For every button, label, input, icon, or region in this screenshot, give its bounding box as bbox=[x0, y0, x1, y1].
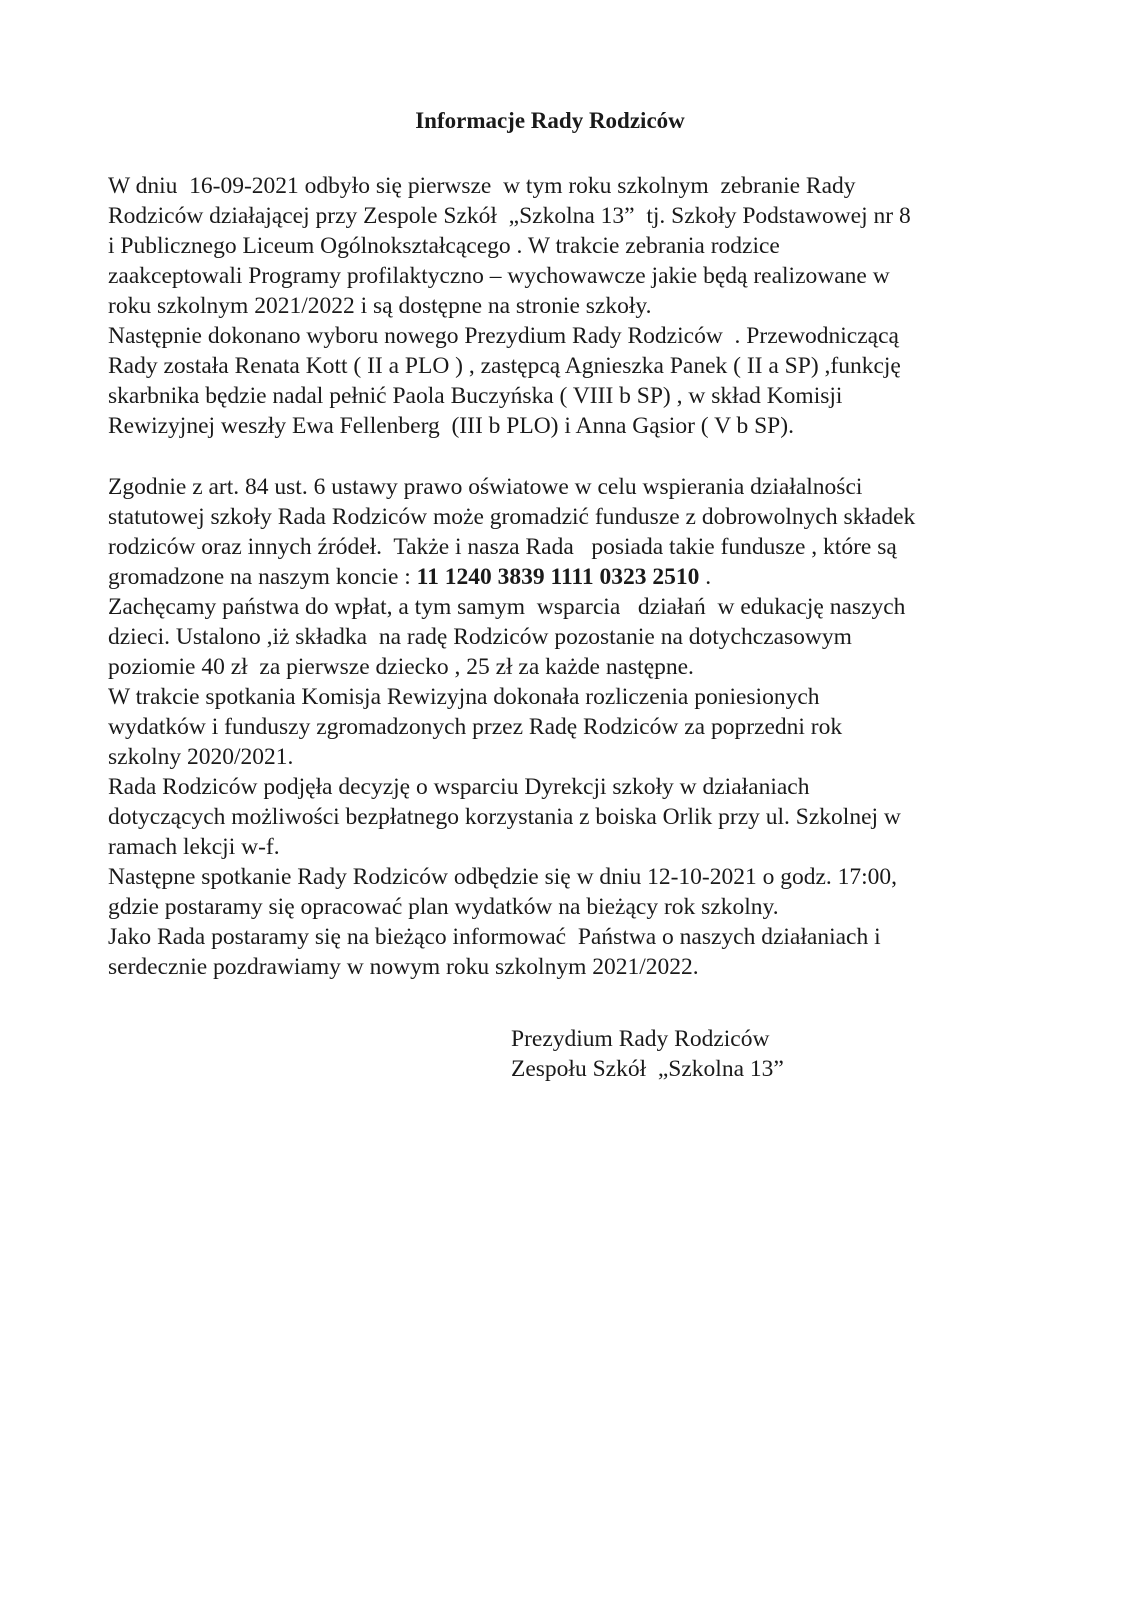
signature-line: Prezydium Rady Rodziców bbox=[511, 1026, 770, 1052]
text-line: Rewizyjnej weszły Ewa Fellenberg (III b PLO) i Anna Gąsior ( V b SP). bbox=[108, 413, 794, 439]
signature-line: Zespołu Szkół „Szkolna 13” bbox=[511, 1056, 784, 1082]
text-line: Zgodnie z art. 84 ust. 6 ustawy prawo oświatowe w celu wspierania działalności bbox=[108, 474, 863, 500]
text-line: statutowej szkoły Rada Rodziców może gromadzić fundusze z dobrowolnych składek bbox=[108, 504, 916, 530]
text-line: Następne spotkanie Rady Rodziców odbędzie się w dniu 12-10-2021 o godz. 17:00, bbox=[108, 864, 898, 890]
text-line: roku szkolnym 2021/2022 i są dostępne na stronie szkoły. bbox=[108, 293, 652, 319]
text-line: wydatków i funduszy zgromadzonych przez Radę Rodziców za poprzedni rok bbox=[108, 714, 843, 740]
bank-account-number: 11 1240 3839 1111 0323 2510 bbox=[416, 564, 700, 590]
text-line: ramach lekcji w-f. bbox=[108, 834, 280, 860]
text-line: W trakcie spotkania Komisja Rewizyjna dokonała rozliczenia poniesionych bbox=[108, 684, 820, 710]
text-line: serdecznie pozdrawiamy w nowym roku szkolnym 2021/2022. bbox=[108, 954, 699, 980]
text-line: Rady została Renata Kott ( II a PLO ) , zastępcą Agnieszka Panek ( II a SP) ,funkcję bbox=[108, 353, 901, 379]
text-line: rodziców oraz innych źródeł. Także i nasza Rada posiada takie fundusze , które są bbox=[108, 534, 897, 560]
text-line: zaakceptowali Programy profilaktyczno – wychowawcze jakie będą realizowane w bbox=[108, 263, 890, 289]
text-line: Zachęcamy państwa do wpłat, a tym samym wsparcia działań w edukację naszych bbox=[108, 594, 906, 620]
text-line: gdzie postaramy się opracować plan wydatków na bieżący rok szkolny. bbox=[108, 894, 779, 920]
text-line: W dniu 16-09-2021 odbyło się pierwsze w tym roku szkolnym zebranie Rady bbox=[108, 173, 856, 199]
text-line: dzieci. Ustalono ,iż składka na radę Rodziców pozostanie na dotychczasowym bbox=[108, 624, 852, 650]
text-line: dotyczących możliwości bezpłatnego korzystania z boiska Orlik przy ul. Szkolnej w bbox=[108, 804, 901, 830]
text-line: i Publicznego Liceum Ogólnokształcącego . W trakcie zebrania rodzice bbox=[108, 233, 780, 259]
text-line: Jako Rada postaramy się na bieżąco informować Państwa o naszych działaniach i bbox=[108, 924, 881, 950]
text-line: szkolny 2020/2021. bbox=[108, 744, 294, 770]
document-title: Informacje Rady Rodziców bbox=[415, 108, 685, 133]
account-prefix: gromadzone na naszym koncie : bbox=[108, 564, 417, 590]
text-line: skarbnika będzie nadal pełnić Paola Buczyńska ( VIII b SP) , w skład Komisji bbox=[108, 383, 843, 409]
account-suffix: . bbox=[699, 564, 712, 590]
text-line: Rada Rodziców podjęła decyzję o wsparciu Dyrekcji szkoły w działaniach bbox=[108, 774, 810, 800]
account-line bbox=[108, 562, 711, 592]
text-line: Rodziców działającej przy Zespole Szkół „Szkolna 13” tj. Szkoły Podstawowej nr 8 bbox=[108, 203, 911, 229]
text-line: Następnie dokonano wyboru nowego Prezydium Rady Rodziców . Przewodniczącą bbox=[108, 323, 899, 349]
text-line: poziomie 40 zł za pierwsze dziecko , 25 zł za każde następne. bbox=[108, 654, 694, 680]
